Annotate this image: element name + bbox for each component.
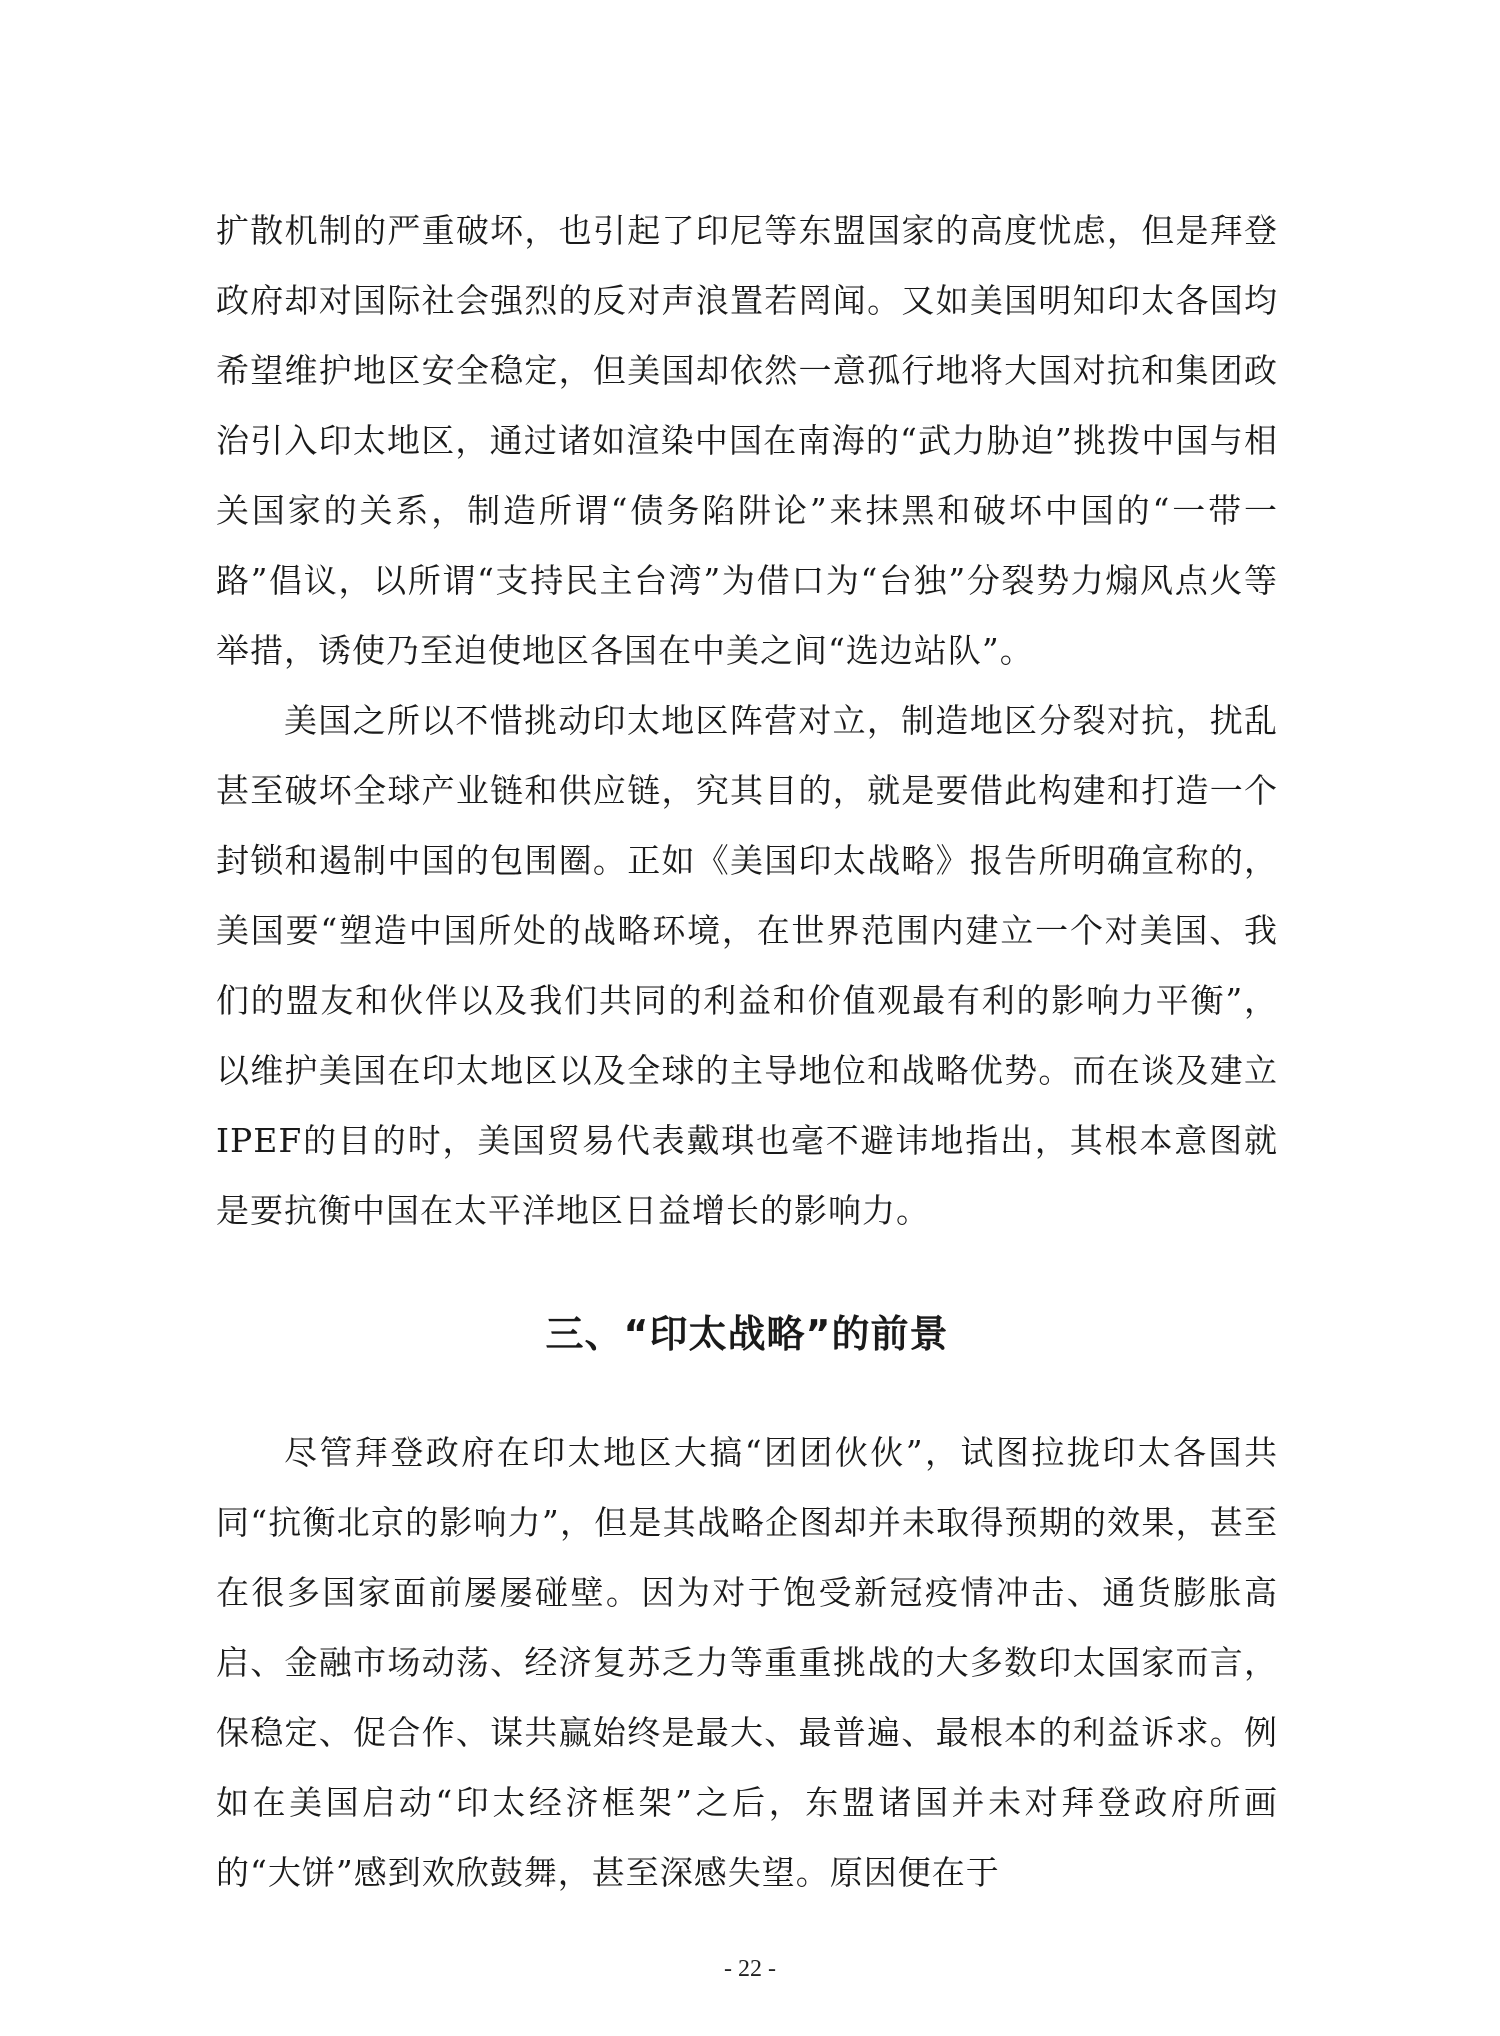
page-number: - 22 - <box>724 1956 776 1982</box>
body-paragraph-1: 扩散机制的严重破坏，也引起了印尼等东盟国家的高度忧虑，但是拜登政府却对国际社会强烈的反对声浪置若罔闻。又如美国明知印太各国均希望维护地区安全稳定，但美国却依然一意孤行地将大国对抗和集团政治引入印太地区，通过诸如渲染中国在南海的“武力胁迫”挑拨中国与相关国家的关系，制造所谓“债务陷阱论”来抹黑和破坏中国的“一带一路”倡议，以所谓“支持民主台湾”为借口为“台独”分裂势力煽风点火等举措，诱使乃至迫使地区各国在中美之间“选边站队”。 <box>216 211 1278 670</box>
section-heading: 三、“印太战略”的前景 <box>545 1312 949 1356</box>
body-paragraph-3: 尽管拜登政府在印太地区大搞“团团伙伙”，试图拉拢印太各国共同“抗衡北京的影响力”，但是其战略企图却并未取得预期的效果，甚至在很多国家面前屡屡碰壁。因为对于饱受新冠疫情冲击、通货膨胀高启、金融市场动荡、经济复苏乏力等重重挑战的大多数印太国家而言，保稳定、促合作、谋共赢始终是最大、最普遍、最根本的利益诉求。例如在美国启动“印太经济框架”之后，东盟诸国并未对拜登政府所画的“大饼”感到欢欣鼓舞，甚至深感失望。原因便在于 <box>216 1433 1278 1892</box>
body-paragraph-2: 美国之所以不惜挑动印太地区阵营对立，制造地区分裂对抗，扰乱甚至破坏全球产业链和供应链，究其目的，就是要借此构建和打造一个封锁和遏制中国的包围圈。正如《美国印太战略》报告所明确宣称的，美国要“塑造中国所处的战略环境，在世界范围内建立一个对美国、我们的盟友和伙伴以及我们共同的利益和价值观最有利的影响力平衡”，以维护美国在印太地区以及全球的主导地位和战略优势。而在谈及建立IPEF的目的时，美国贸易代表戴琪也毫不避讳地指出，其根本意图就是要抗衡中国在太平洋地区日益增长的影响力。 <box>216 701 1278 1230</box>
document-page <box>216 196 1278 1908</box>
